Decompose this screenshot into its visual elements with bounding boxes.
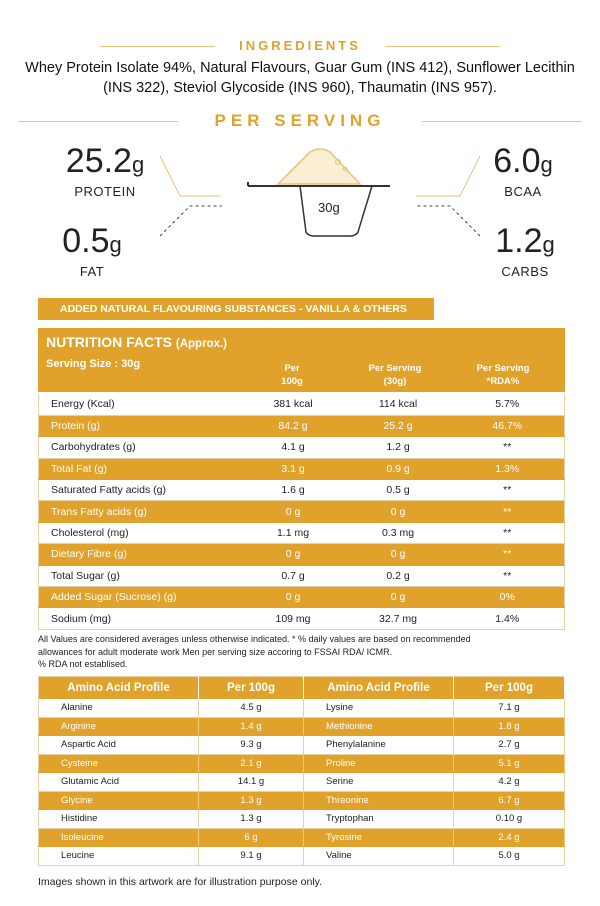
table-row <box>39 754 565 773</box>
stat-fat: 0.5g FAT <box>62 222 122 279</box>
serving-size: Serving Size : 30g <box>46 358 141 370</box>
table-row <box>39 608 565 629</box>
cell-a: Arginine <box>39 717 199 736</box>
cell-a: Aspartic Acid <box>39 736 199 755</box>
heading-rule-left <box>100 46 215 47</box>
cell-b: Proline <box>304 754 454 773</box>
cell-rda: ** <box>451 522 565 543</box>
cell-av: 14.1 g <box>199 773 304 792</box>
cell-name: Protein (g) <box>39 415 241 436</box>
cell-rda: 0% <box>451 587 565 608</box>
cell-a: Histidine <box>39 810 199 829</box>
table-row <box>39 717 565 736</box>
table-row <box>39 810 565 829</box>
cell-b: Threonine <box>304 791 454 810</box>
table-row <box>39 544 565 565</box>
stat-carbs: 1.2g CARBS <box>495 222 555 279</box>
table-row <box>39 791 565 810</box>
cell-serving: 0.3 mg <box>346 522 451 543</box>
table-row <box>39 773 565 792</box>
cell-serving: 0.2 g <box>346 565 451 586</box>
cell-per100: 0 g <box>241 501 346 522</box>
table-row <box>39 828 565 847</box>
nutrition-table <box>38 394 565 630</box>
cell-a: Leucine <box>39 847 199 866</box>
cell-serving: 1.2 g <box>346 437 451 458</box>
table-row <box>39 565 565 586</box>
heading-rule-right <box>422 121 582 122</box>
nutrition-facts-header <box>38 328 565 392</box>
col-per-serving: Per Serving (30g) <box>368 363 422 387</box>
cell-serving: 32.7 mg <box>346 608 451 629</box>
cell-b: Tryptophan <box>304 810 454 829</box>
cell-name: Saturated Fatty acids (g) <box>39 480 241 501</box>
amino-header-2: Per 100g <box>199 677 304 699</box>
ingredients-heading: INGREDIENTS <box>0 38 600 53</box>
amino-header-1: Amino Acid Profile <box>39 677 199 699</box>
cell-serving: 0.5 g <box>346 480 451 501</box>
cell-per100: 0 g <box>241 587 346 608</box>
cell-rda: ** <box>451 501 565 522</box>
cell-b: Phenylalanine <box>304 736 454 755</box>
table-row <box>39 458 565 479</box>
table-row <box>39 847 565 866</box>
nutrition-title: NUTRITION FACTS (Approx.) <box>46 334 227 350</box>
cell-per100: 109 mg <box>241 608 346 629</box>
scoop-icon <box>160 142 480 242</box>
cell-rda: ** <box>451 437 565 458</box>
cell-b: Valine <box>304 847 454 866</box>
cell-b: Lysine <box>304 699 454 718</box>
cell-av: 1.3 g <box>199 791 304 810</box>
cell-rda: 5.7% <box>451 394 565 415</box>
table-row <box>39 437 565 458</box>
col-per-100g: Per 100g <box>281 363 303 387</box>
cell-b: Methionine <box>304 717 454 736</box>
footer-note: Images shown in this artwork are for illustration purpose only. <box>38 876 323 888</box>
cell-rda: ** <box>451 480 565 501</box>
cell-av: 1.3 g <box>199 810 304 829</box>
cell-av: 4.5 g <box>199 699 304 718</box>
cell-rda: ** <box>451 565 565 586</box>
table-row <box>39 415 565 436</box>
cell-name: Dietary Fibre (g) <box>39 544 241 565</box>
table-row <box>39 736 565 755</box>
heading-rule-right <box>385 46 500 47</box>
cell-per100: 1.6 g <box>241 480 346 501</box>
cell-bv: 0.10 g <box>454 810 565 829</box>
cell-serving: 25.2 g <box>346 415 451 436</box>
cell-b: Serine <box>304 773 454 792</box>
amino-header-4: Per 100g <box>454 677 565 699</box>
cell-a: Alanine <box>39 699 199 718</box>
scoop-label: 30g <box>318 200 340 215</box>
cell-rda: 1.3% <box>451 458 565 479</box>
disclaimer: All Values are considered averages unless otherwise indicated. * % daily values are based on recommended allowances for adult moderate work Men per serving size accoring to FSSAI RDA/ ICMR. % RDA not establised. <box>38 634 471 669</box>
cell-bv: 5.0 g <box>454 847 565 866</box>
table-row <box>39 699 565 718</box>
cell-bv: 4.2 g <box>454 773 565 792</box>
cell-name: Added Sugar (Sucrose) (g) <box>39 587 241 608</box>
cell-bv: 5.1 g <box>454 754 565 773</box>
cell-rda: 46.7% <box>451 415 565 436</box>
stat-protein: 25.2g PROTEIN <box>65 142 145 199</box>
cell-a: Glycine <box>39 791 199 810</box>
amino-header-3: Amino Acid Profile <box>304 677 454 699</box>
amino-acid-table <box>38 676 565 866</box>
cell-av: 9.3 g <box>199 736 304 755</box>
ingredients-text: Whey Protein Isolate 94%, Natural Flavours, Guar Gum (INS 412), Sunflower Lecithin (INS 322), Steviol Glycoside (INS 960), Thaumatin (INS 957). <box>25 60 575 96</box>
table-row <box>39 480 565 501</box>
cell-bv: 2.4 g <box>454 828 565 847</box>
cell-b: Tyrosine <box>304 828 454 847</box>
cell-a: Cysteine <box>39 754 199 773</box>
cell-av: 2.1 g <box>199 754 304 773</box>
cell-per100: 0.7 g <box>241 565 346 586</box>
cell-name: Carbohydrates (g) <box>39 437 241 458</box>
table-row <box>39 522 565 543</box>
cell-name: Total Fat (g) <box>39 458 241 479</box>
table-row <box>39 587 565 608</box>
heading-rule-left <box>18 121 178 122</box>
cell-per100: 381 kcal <box>241 394 346 415</box>
cell-rda: ** <box>451 544 565 565</box>
cell-bv: 7.1 g <box>454 699 565 718</box>
cell-bv: 6.7 g <box>454 791 565 810</box>
cell-a: Glutamic Acid <box>39 773 199 792</box>
cell-name: Sodium (mg) <box>39 608 241 629</box>
cell-av: 1.4 g <box>199 717 304 736</box>
cell-av: 6 g <box>199 828 304 847</box>
cell-name: Energy (Kcal) <box>39 394 241 415</box>
cell-bv: 2.7 g <box>454 736 565 755</box>
table-row <box>39 394 565 415</box>
table-row <box>39 501 565 522</box>
cell-serving: 0.9 g <box>346 458 451 479</box>
cell-name: Trans Fatty acids (g) <box>39 501 241 522</box>
cell-per100: 0 g <box>241 544 346 565</box>
cell-serving: 0 g <box>346 501 451 522</box>
cell-name: Cholesterol (mg) <box>39 522 241 543</box>
col-rda: Per Serving *RDA% <box>476 363 530 387</box>
cell-per100: 4.1 g <box>241 437 346 458</box>
flavouring-banner: ADDED NATURAL FLAVOURING SUBSTANCES - VANILLA & OTHERS <box>38 298 434 320</box>
cell-per100: 3.1 g <box>241 458 346 479</box>
cell-per100: 1.1 mg <box>241 522 346 543</box>
cell-rda: 1.4% <box>451 608 565 629</box>
cell-serving: 114 kcal <box>346 394 451 415</box>
stat-bcaa: 6.0g BCAA <box>493 142 553 199</box>
cell-serving: 0 g <box>346 587 451 608</box>
cell-av: 9.1 g <box>199 847 304 866</box>
cell-name: Total Sugar (g) <box>39 565 241 586</box>
per-serving-heading: PER SERVING <box>0 111 600 131</box>
cell-serving: 0 g <box>346 544 451 565</box>
cell-per100: 84.2 g <box>241 415 346 436</box>
cell-bv: 1.8 g <box>454 717 565 736</box>
cell-a: Isoleucine <box>39 828 199 847</box>
